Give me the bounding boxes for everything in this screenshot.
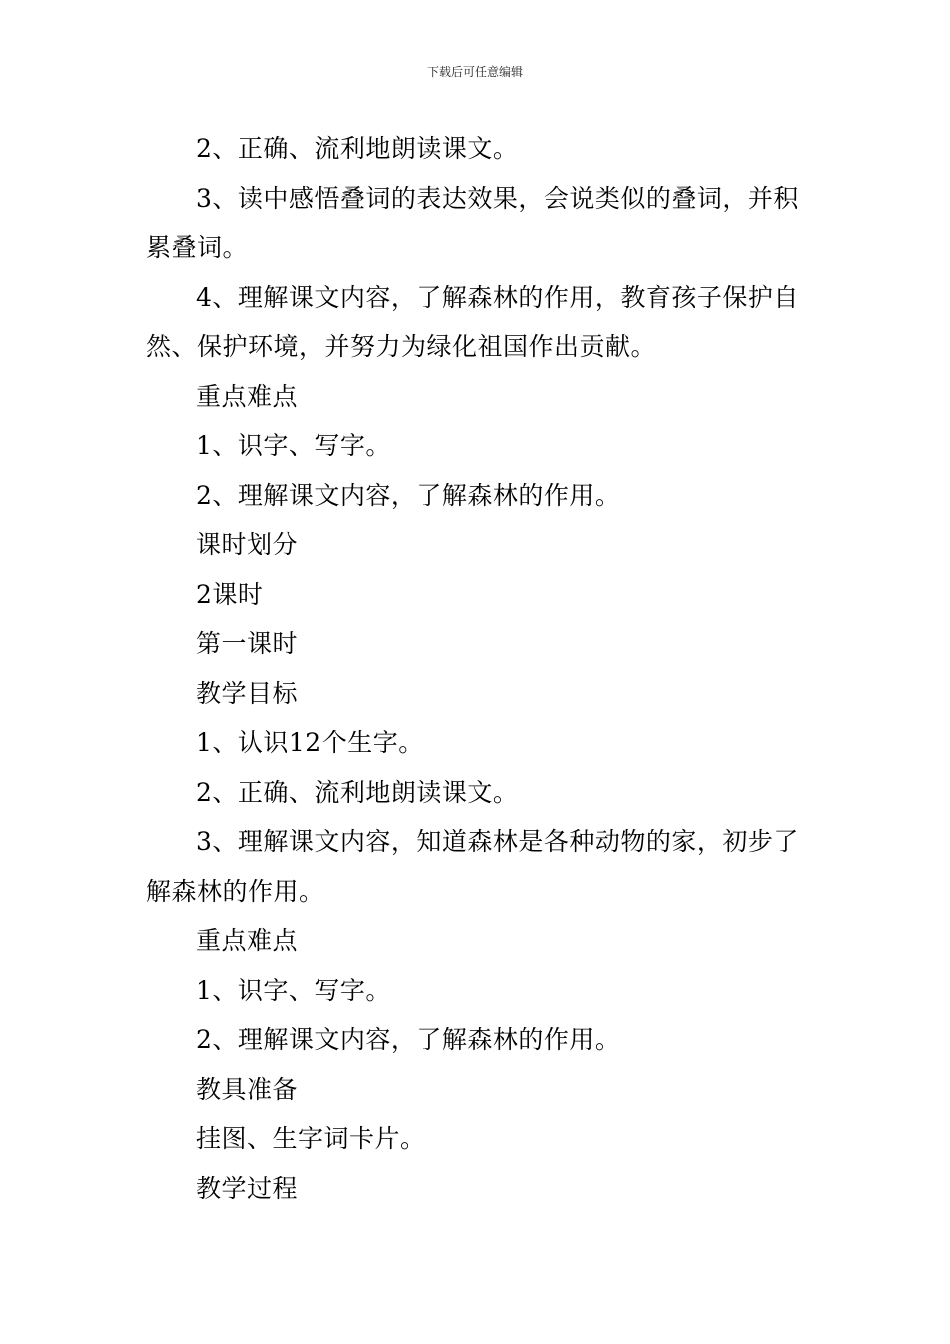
section-heading: 第一课时 bbox=[196, 629, 299, 658]
paragraph: 2课时 bbox=[196, 579, 264, 609]
paragraph: 1、识字、写字。 bbox=[196, 975, 391, 1005]
paragraph: 2、正确、流利地朗读课文。 bbox=[196, 777, 519, 807]
paragraph: 4、理解课文内容，了解森林的作用，教育孩子保护自然、保护环境，并努力为绿化祖国作出贡献。 bbox=[146, 282, 799, 361]
section-heading: 重点难点 bbox=[196, 926, 299, 955]
paragraph: 2、理解课文内容，了解森林的作用。 bbox=[196, 480, 621, 510]
paragraph: 2、正确、流利地朗读课文。 bbox=[196, 134, 519, 163]
paragraph: 挂图、生字词卡片。 bbox=[196, 1124, 426, 1153]
section-heading: 重点难点 bbox=[196, 381, 299, 411]
section-heading: 教学过程 bbox=[196, 1173, 299, 1203]
section-heading: 教学目标 bbox=[196, 678, 299, 708]
paragraph: 3、读中感悟叠词的表达效果，会说类似的叠词，并积累叠词。 bbox=[146, 183, 799, 262]
paragraph: 1、认识12个生字。 bbox=[196, 728, 424, 757]
document-body bbox=[146, 124, 811, 1213]
section-heading: 课时划分 bbox=[196, 530, 299, 559]
paragraph: 2、理解课文内容，了解森林的作用。 bbox=[196, 1025, 621, 1054]
paragraph: 1、识字、写字。 bbox=[196, 431, 391, 460]
section-heading: 教具准备 bbox=[196, 1074, 299, 1104]
paragraph: 3、理解课文内容，知道森林是各种动物的家，初步了解森林的作用。 bbox=[146, 827, 799, 906]
page-header: 下载后可任意编辑 bbox=[426, 65, 523, 79]
